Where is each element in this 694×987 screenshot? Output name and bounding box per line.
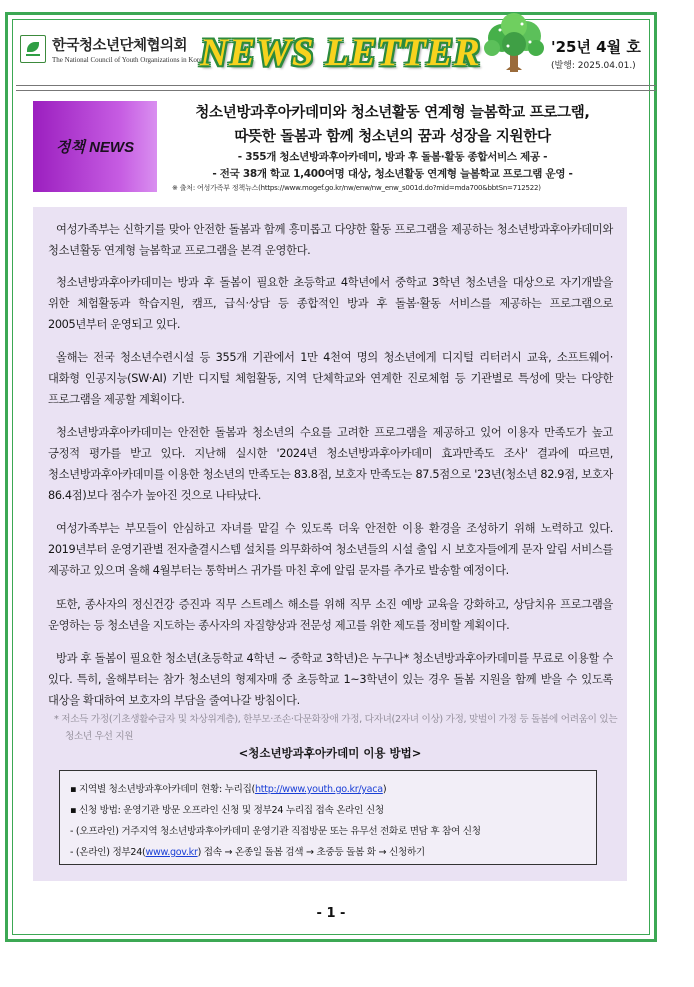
newsletter-title: NEWS LETTER (200, 31, 481, 74)
subheadline-2: - 전국 38개 학교 1,400여명 대상, 청소년활동 연계형 늘봄학교 프로그램 운영 - (212, 168, 573, 180)
section-label-box (33, 101, 157, 192)
paragraph-2: 청소년방과후아카데미는 방과 후 돌봄이 필요한 초등학교 4학년에서 중학교 3학년 청소년을 대상으로 자기개발을 위한 체험활동과 학습지원, 캠프, 급식·상담 등 종합적인 방과 후 돌봄·활동 서비스를 제공하는 프로그램으로 2005년부터 운영되고 있다. (48, 276, 613, 331)
gov24-link[interactable]: www.gov.kr (145, 847, 198, 858)
org-name: 한국청소년단체협의회 (52, 38, 188, 54)
section-label: 정책 NEWS (55, 139, 135, 156)
usage-title: <청소년방과후아카데미 이용 방법> (238, 746, 422, 760)
headline-line-2: 따뜻한 돌봄과 함께 청소년의 꿈과 성장을 지원한다 (234, 129, 551, 145)
usage-line-1: ▪ 지역별 청소년방과후아카데미 현황: 누리집(http://www.youth.go.kr/yaca) (70, 784, 387, 795)
subheadline-1: - 355개 청소년방과후아카데미, 방과 후 돌봄·활동 종합서비스 제공 - (237, 151, 548, 163)
usage-line-3: - (오프라인) 거주지역 청소년방과후아카데미 운영기관 직접방문 또는 유무선 전화로 면담 후 참여 신청 (70, 826, 481, 837)
org-logo-icon (20, 35, 46, 63)
header-divider-2 (16, 90, 656, 91)
issue-label: '25년 4월 호 (551, 38, 641, 56)
usage-line-4: - (온라인) 정부24(www.gov.kr) 접속 → 온종일 돌봄 검색 → 초중등 돌봄 화 → 신청하기 (70, 847, 425, 858)
paragraph-5: 여성가족부는 부모들이 안심하고 자녀를 맡길 수 있도록 더욱 안전한 이용 환경을 조성하기 위해 노력하고 있다. 2019년부터 운영기관별 전자출결시스템 설치를 의무화하여 청소년들의 시설 출입 시 보호자들에게 문자 알림 서비스를 제공하고 있으며 올해 4월부터는 통학버스 귀가를 마친 후에 알림 문자를 추가로 발송할 예정이다. (48, 522, 613, 577)
page-number: - 1 - (316, 906, 346, 921)
paragraph-7: 방과 후 돌봄이 필요한 청소년(초등학교 4학년 ~ 중학교 3학년)은 누구나* 청소년방과후아카데미를 무료로 이용할 수 있다. 특히, 올해부터는 참가 청소년의 형제자매 중 초등학교 1~3학년이 있는 경우 돌봄 지원을 함께 받을 수 있도록 대상을 확대하여 보호자의 부담을 줄여나갈 방침이다. (48, 652, 613, 707)
paragraph-1: 여성가족부는 신학기를 맞아 안전한 돌봄과 함께 흥미롭고 다양한 활동 프로그램을 제공하는 청소년방과후아카데미와 청소년활동 연계형 늘봄학교 프로그램을 본격 운영한다. (48, 223, 613, 257)
headline-block (165, 101, 620, 183)
article-body (33, 207, 627, 881)
headline-line-1: 청소년방과후아카데미와 청소년활동 연계형 늘봄학교 프로그램, (195, 105, 590, 121)
usage-line-2: ▪ 신청 방법: 운영기관 방문 오프라인 신청 및 정부24 누리집 접속 온라인 신청 (70, 805, 384, 816)
header-divider (16, 85, 656, 86)
issue-date: (발행: 2025.04.01.) (551, 61, 636, 71)
source-note: ※ 출처: 여성가족부 정책뉴스(https://www.mogef.go.kr/nw/enw/nw_enw_s001d.do?mid=mda700&bbtSn=712522) (172, 184, 541, 192)
usage-box (59, 770, 597, 865)
tree-icon (478, 12, 550, 78)
paragraph-4: 청소년방과후아카데미는 안전한 돌봄과 청소년의 수요를 고려한 프로그램을 제공하고 있어 이용자 만족도가 높고 긍정적 평가를 받고 있다. 지난해 실시한 '2024년 청소년방과후아카데미 효과만족도 조사' 결과에 따르면, 청소년방과후아카데미를 이용한 청소년의 만족도는 83.8점, 보호자 만족도는 87.5점으로 '23년(청소년 82.9점, 보호자 86.4점)보다 점수가 높아진 것으로 나타났다. (48, 426, 613, 502)
org-block (20, 34, 205, 64)
footnote: * 저소득 가정(기초생활수급자 및 차상위계층), 한부모·조손·다문화장애 가정, 다자녀(2자녀 이상) 가정, 맞벌이 가정 등 돌봄에 어려움이 있는 청소년 우선 지원 (54, 714, 618, 742)
org-name-en: The National Council of Youth Organizations in Korea (52, 56, 206, 64)
paragraph-3: 올해는 전국 청소년수련시설 등 355개 기관에서 1만 4천여 명의 청소년에게 디지털 리터러시 교육, 소프트웨어·대화형 인공지능(SW·AI) 기반 디지털 체험활동, 지역 단체학교와 연계한 진로체험 등 기관별로 특성에 맞는 다양한 프로그램을 제공할 계획이다. (48, 351, 613, 406)
youth-site-link[interactable]: http://www.youth.go.kr/yaca (255, 784, 383, 795)
paragraph-6: 또한, 종사자의 정신건강 증진과 직무 스트레스 해소를 위해 직무 소진 예방 교육을 강화하고, 상담치유 프로그램을 운영하는 등 청소년을 지도하는 종사자의 자질향상과 전문성 제고를 위한 제도를 정비할 계획이다. (48, 598, 613, 632)
